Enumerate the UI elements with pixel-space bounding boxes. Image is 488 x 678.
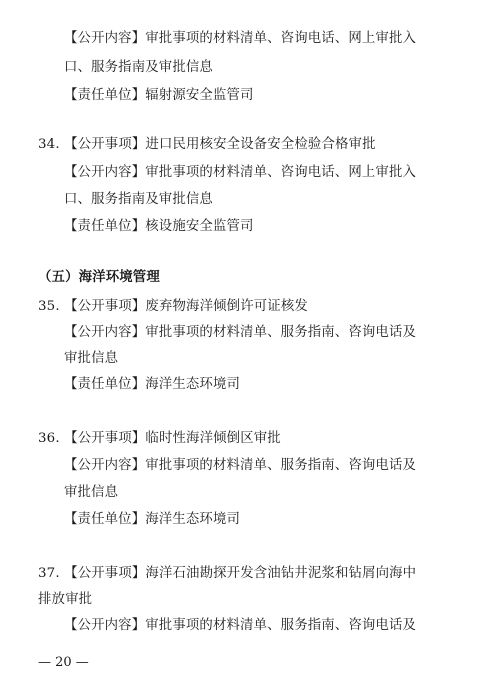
item-title: 【公开事项】废弃物海洋倾倒许可证核发 — [64, 299, 308, 314]
item-number: 36. — [38, 431, 60, 446]
public-content-line: 审批信息 — [64, 351, 119, 366]
item-title: 【公开事项】临时性海洋倾倒区审批 — [64, 431, 281, 446]
responsible-unit-line: 【责任单位】辐射源安全监管司 — [64, 88, 254, 103]
item-number: 35. — [38, 299, 60, 314]
responsible-unit-line: 【责任单位】核设施安全监管司 — [64, 219, 254, 234]
public-content-line: 口、服务指南及审批信息 — [64, 60, 213, 75]
public-content-line: 【公开内容】审批事项的材料清单、咨询电话、网上审批入 — [64, 31, 417, 46]
public-content-line: 【公开内容】审批事项的材料清单、咨询电话、网上审批入 — [64, 165, 417, 180]
item-34 — [38, 136, 376, 154]
public-content-line: 审批信息 — [64, 485, 119, 500]
item-35 — [38, 298, 308, 316]
responsible-unit-line: 【责任单位】海洋生态环境司 — [64, 512, 241, 527]
item-37 — [38, 565, 416, 583]
item-36 — [38, 430, 281, 448]
page-number: — 20 — — [38, 655, 89, 670]
public-content-line: 口、服务指南及审批信息 — [64, 192, 213, 207]
item-title: 【公开事项】进口民用核安全设备安全检验合格审批 — [64, 137, 376, 152]
item-number: 34. — [38, 137, 60, 152]
public-content-line: 【公开内容】审批事项的材料清单、服务指南、咨询电话及 — [64, 458, 417, 473]
item-number: 37. — [38, 566, 60, 581]
section-heading: （五）海洋环境管理 — [38, 270, 160, 285]
item-title: 【公开事项】海洋石油勘探开发含油钻井泥浆和钻屑向海中 — [64, 566, 417, 581]
responsible-unit-line: 【责任单位】海洋生态环境司 — [64, 377, 241, 392]
public-content-line: 【公开内容】审批事项的材料清单、服务指南、咨询电话及 — [64, 325, 417, 340]
public-content-line: 【公开内容】审批事项的材料清单、服务指南、咨询电话及 — [64, 618, 417, 633]
item-title-continuation: 排放审批 — [38, 592, 93, 607]
